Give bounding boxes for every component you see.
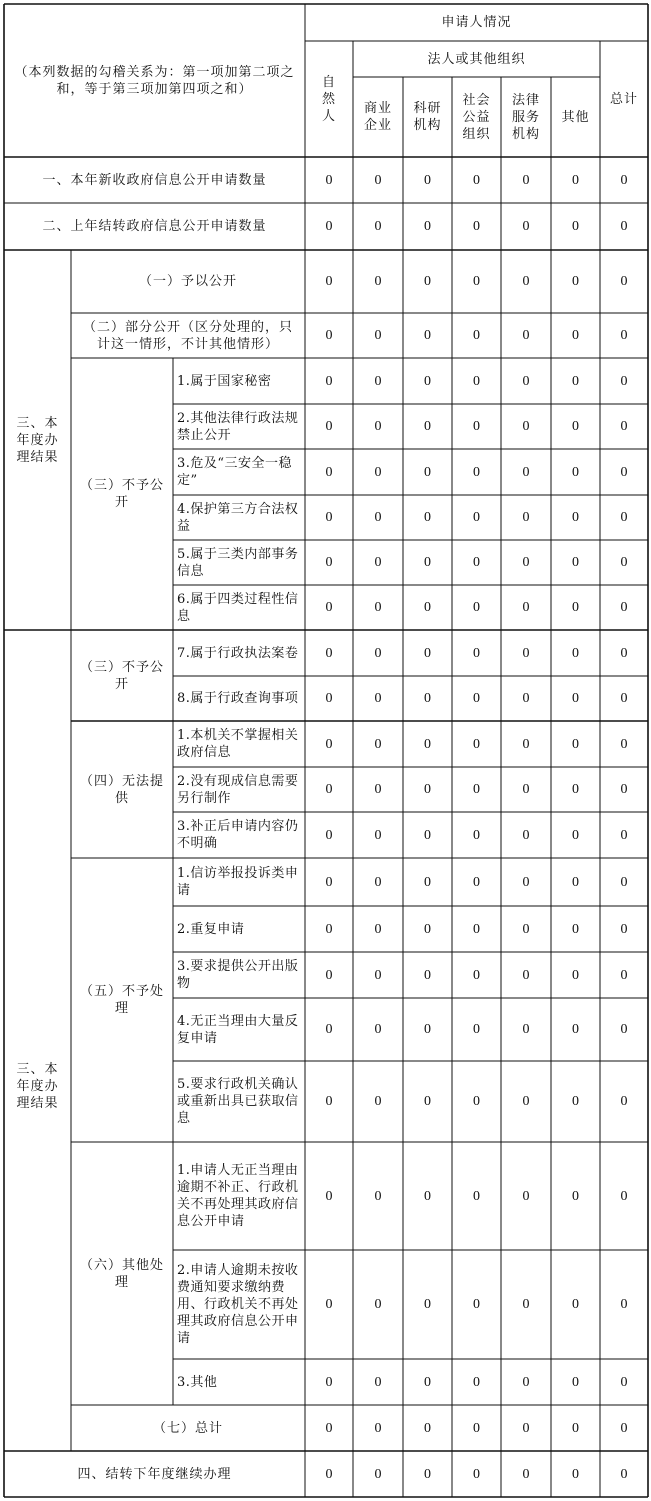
value-cell: 0 bbox=[620, 419, 628, 434]
value-cell: 0 bbox=[522, 219, 530, 234]
value-cell: 0 bbox=[374, 782, 382, 797]
value-cell: 0 bbox=[522, 373, 530, 389]
value-cell: 0 bbox=[374, 874, 382, 890]
value-cell: 0 bbox=[424, 691, 431, 706]
value-cell: 0 bbox=[325, 645, 333, 661]
value-cell: 0 bbox=[473, 274, 480, 289]
header-col-1: 科研机构 bbox=[413, 101, 442, 133]
value-cell: 0 bbox=[620, 172, 628, 188]
value-cell: 0 bbox=[424, 874, 431, 890]
value-cell: 0 bbox=[620, 736, 628, 752]
value-cell: 0 bbox=[424, 328, 431, 343]
value-cell: 0 bbox=[325, 782, 333, 797]
header-note: （本列数据的勾稽关系为：第一项加第二项之和，等于第三项加第四项之和） bbox=[14, 64, 295, 97]
value-cell: 0 bbox=[374, 274, 382, 289]
value-cell: 0 bbox=[325, 172, 333, 188]
value-cell: 0 bbox=[374, 921, 382, 937]
row-label-10: 7.属于行政执法案卷 bbox=[177, 645, 299, 661]
value-cell: 0 bbox=[325, 874, 333, 890]
row-label-12: 1.本机关不掌握相关政府信息 bbox=[177, 728, 299, 760]
value-cell: 0 bbox=[620, 373, 628, 389]
value-cell: 0 bbox=[620, 219, 628, 234]
value-cell: 0 bbox=[473, 328, 480, 343]
value-cell: 0 bbox=[620, 1188, 628, 1204]
value-cell: 0 bbox=[374, 1094, 382, 1109]
value-cell: 0 bbox=[572, 691, 579, 706]
value-cell: 0 bbox=[572, 874, 579, 890]
value-cell: 0 bbox=[522, 1420, 530, 1436]
value-cell: 0 bbox=[473, 419, 480, 434]
value-cell: 0 bbox=[473, 921, 480, 937]
value-cell: 0 bbox=[424, 1022, 431, 1037]
value-cell: 0 bbox=[325, 274, 333, 289]
value-cell: 0 bbox=[620, 827, 628, 843]
value-cell: 0 bbox=[374, 600, 382, 615]
value-cell: 0 bbox=[473, 1094, 480, 1109]
value-cell: 0 bbox=[572, 1297, 579, 1312]
value-cell: 0 bbox=[424, 1420, 431, 1436]
value-cell: 0 bbox=[424, 967, 431, 983]
value-cell: 0 bbox=[620, 921, 628, 937]
value-cell: 0 bbox=[424, 1188, 431, 1204]
value-cell: 0 bbox=[620, 782, 628, 797]
value-cell: 0 bbox=[572, 1420, 579, 1436]
value-cell: 0 bbox=[374, 172, 382, 188]
value-cell: 0 bbox=[572, 1374, 579, 1390]
value-cell: 0 bbox=[325, 464, 333, 480]
value-cell: 0 bbox=[424, 1297, 431, 1312]
value-cell: 0 bbox=[522, 419, 530, 434]
row-label-21: 2.申请人逾期未按收费通知要求缴纳费用、行政机关不再处理其政府信息公开申请 bbox=[177, 1263, 299, 1346]
value-cell: 0 bbox=[424, 510, 431, 525]
value-cell: 0 bbox=[473, 645, 480, 661]
value-cell: 0 bbox=[572, 827, 579, 843]
value-cell: 0 bbox=[325, 328, 333, 343]
value-cell: 0 bbox=[522, 1466, 530, 1482]
row-label-17: 3.要求提供公开出版物 bbox=[177, 959, 299, 991]
value-cell: 0 bbox=[473, 510, 480, 525]
value-cell: 0 bbox=[620, 510, 628, 525]
header-applicant: 申请人情况 bbox=[441, 15, 512, 30]
row-label-14: 3.补正后申请内容仍不明确 bbox=[177, 819, 299, 851]
value-cell: 0 bbox=[374, 464, 382, 480]
value-cell: 0 bbox=[572, 967, 579, 983]
header-col-2: 社会公益组织 bbox=[462, 92, 491, 142]
row-label-0: 一、本年新收政府信息公开申请数量 bbox=[42, 172, 267, 188]
value-cell: 0 bbox=[325, 1297, 333, 1312]
category-not-disclosed-1: （三）不予公开 bbox=[79, 478, 164, 510]
value-cell: 0 bbox=[424, 555, 431, 570]
value-cell: 0 bbox=[374, 691, 382, 706]
value-cell: 0 bbox=[473, 219, 480, 234]
row-label-13: 2.没有现成信息需要另行制作 bbox=[177, 773, 299, 806]
value-cell: 0 bbox=[473, 1466, 480, 1482]
value-cell: 0 bbox=[374, 1022, 382, 1037]
value-cell: 0 bbox=[424, 419, 431, 434]
category-cannot-provide: （四）无法提供 bbox=[79, 773, 164, 806]
row-label-24: 四、结转下年度继续办理 bbox=[77, 1466, 232, 1482]
value-cell: 0 bbox=[424, 600, 431, 615]
value-cell: 0 bbox=[620, 600, 628, 615]
row-label-6: 3.危及“三安全一稳定” bbox=[177, 456, 293, 488]
value-cell: 0 bbox=[522, 691, 530, 706]
category-not-processed: （五）不予处理 bbox=[79, 984, 164, 1016]
value-cell: 0 bbox=[620, 328, 628, 343]
value-cell: 0 bbox=[325, 555, 333, 570]
value-cell: 0 bbox=[374, 419, 382, 434]
value-cell: 0 bbox=[374, 510, 382, 525]
category-not-disclosed-2: （三）不予公开 bbox=[79, 659, 164, 692]
value-cell: 0 bbox=[522, 600, 530, 615]
value-cell: 0 bbox=[522, 874, 530, 890]
value-cell: 0 bbox=[572, 1466, 579, 1482]
value-cell: 0 bbox=[473, 736, 480, 752]
value-cell: 0 bbox=[572, 1094, 579, 1109]
row-label-20: 1.申请人无正当理由逾期不补正、行政机关不再处理其政府信息公开申请 bbox=[177, 1163, 299, 1229]
value-cell: 0 bbox=[572, 274, 579, 289]
value-cell: 0 bbox=[522, 827, 530, 843]
row-label-4: 1.属于国家秘密 bbox=[177, 373, 272, 389]
value-cell: 0 bbox=[572, 1022, 579, 1037]
value-cell: 0 bbox=[572, 921, 579, 937]
value-cell: 0 bbox=[572, 464, 579, 480]
value-cell: 0 bbox=[572, 1188, 579, 1204]
value-cell: 0 bbox=[522, 1094, 530, 1109]
value-cell: 0 bbox=[522, 967, 530, 983]
value-cell: 0 bbox=[424, 464, 431, 480]
value-cell: 0 bbox=[572, 600, 579, 615]
header-col-0: 商业企业 bbox=[363, 101, 392, 133]
value-cell: 0 bbox=[620, 464, 628, 480]
value-cell: 0 bbox=[374, 1374, 382, 1390]
value-cell: 0 bbox=[325, 967, 333, 983]
value-cell: 0 bbox=[325, 1022, 333, 1037]
row-label-16: 2.重复申请 bbox=[177, 921, 245, 937]
value-cell: 0 bbox=[424, 172, 431, 188]
value-cell: 0 bbox=[424, 736, 431, 752]
value-cell: 0 bbox=[473, 172, 480, 188]
value-cell: 0 bbox=[473, 874, 480, 890]
value-cell: 0 bbox=[473, 1188, 480, 1204]
group-annual-result-1: 三、本年度办理结果 bbox=[16, 415, 59, 465]
value-cell: 0 bbox=[522, 645, 530, 661]
value-cell: 0 bbox=[522, 1022, 530, 1037]
value-cell: 0 bbox=[374, 1466, 382, 1482]
row-label-3: （二）部分公开（区分处理的，只计这一情形，不计其他情形） bbox=[82, 319, 293, 352]
value-cell: 0 bbox=[424, 645, 431, 661]
value-cell: 0 bbox=[522, 921, 530, 937]
row-label-5: 2.其他法律行政法规禁止公开 bbox=[177, 410, 299, 443]
value-cell: 0 bbox=[522, 328, 530, 343]
value-cell: 0 bbox=[374, 967, 382, 983]
value-cell: 0 bbox=[572, 219, 579, 234]
value-cell: 0 bbox=[522, 782, 530, 797]
value-cell: 0 bbox=[620, 1374, 628, 1390]
row-label-7: 4.保护第三方合法权益 bbox=[177, 501, 299, 534]
value-cell: 0 bbox=[572, 782, 579, 797]
value-cell: 0 bbox=[473, 1420, 480, 1436]
value-cell: 0 bbox=[473, 1374, 480, 1390]
value-cell: 0 bbox=[522, 1374, 530, 1390]
value-cell: 0 bbox=[325, 921, 333, 937]
value-cell: 0 bbox=[374, 645, 382, 661]
value-cell: 0 bbox=[572, 736, 579, 752]
value-cell: 0 bbox=[325, 1188, 333, 1204]
value-cell: 0 bbox=[620, 874, 628, 890]
value-cell: 0 bbox=[374, 1420, 382, 1436]
value-cell: 0 bbox=[424, 373, 431, 389]
value-cell: 0 bbox=[424, 1094, 431, 1109]
value-cell: 0 bbox=[325, 219, 333, 234]
row-label-23: （七）总计 bbox=[152, 1420, 223, 1436]
value-cell: 0 bbox=[374, 1297, 382, 1312]
value-cell: 0 bbox=[325, 1466, 333, 1482]
row-label-2: （一）予以公开 bbox=[138, 274, 237, 289]
value-cell: 0 bbox=[424, 1374, 431, 1390]
header-col-3: 法律服务机构 bbox=[511, 92, 540, 142]
value-cell: 0 bbox=[473, 464, 480, 480]
value-cell: 0 bbox=[325, 373, 333, 389]
value-cell: 0 bbox=[325, 1374, 333, 1390]
row-label-1: 二、上年结转政府信息公开申请数量 bbox=[42, 219, 267, 234]
value-cell: 0 bbox=[325, 510, 333, 525]
value-cell: 0 bbox=[325, 736, 333, 752]
value-cell: 0 bbox=[424, 827, 431, 843]
row-label-9: 6.属于四类过程性信息 bbox=[177, 591, 299, 624]
value-cell: 0 bbox=[473, 1297, 480, 1312]
value-cell: 0 bbox=[374, 1188, 382, 1204]
value-cell: 0 bbox=[522, 736, 530, 752]
header-total: 总计 bbox=[609, 91, 638, 107]
value-cell: 0 bbox=[424, 921, 431, 937]
value-cell: 0 bbox=[572, 419, 579, 434]
value-cell: 0 bbox=[620, 274, 628, 289]
value-cell: 0 bbox=[522, 172, 530, 188]
value-cell: 0 bbox=[620, 1466, 628, 1482]
value-cell: 0 bbox=[572, 510, 579, 525]
row-label-15: 1.信访举报投诉类申请 bbox=[177, 866, 299, 898]
value-cell: 0 bbox=[473, 691, 480, 706]
value-cell: 0 bbox=[572, 172, 579, 188]
value-cell: 0 bbox=[374, 328, 382, 343]
header-legal-org: 法人或其他组织 bbox=[427, 51, 526, 67]
value-cell: 0 bbox=[522, 464, 530, 480]
value-cell: 0 bbox=[473, 782, 480, 797]
value-cell: 0 bbox=[325, 600, 333, 615]
value-cell: 0 bbox=[374, 373, 382, 389]
header-natural-person: 自然人 bbox=[321, 74, 336, 124]
value-cell: 0 bbox=[572, 373, 579, 389]
header-col-4: 其他 bbox=[561, 109, 590, 125]
value-cell: 0 bbox=[522, 274, 530, 289]
category-other-processing: （六）其他处理 bbox=[79, 1257, 164, 1290]
value-cell: 0 bbox=[325, 827, 333, 843]
row-label-19: 5.要求行政机关确认或重新出具已获取信息 bbox=[177, 1077, 299, 1126]
value-cell: 0 bbox=[374, 736, 382, 752]
value-cell: 0 bbox=[424, 219, 431, 234]
value-cell: 0 bbox=[620, 691, 628, 706]
value-cell: 0 bbox=[325, 419, 333, 434]
value-cell: 0 bbox=[473, 600, 480, 615]
value-cell: 0 bbox=[325, 1420, 333, 1436]
value-cell: 0 bbox=[473, 373, 480, 389]
value-cell: 0 bbox=[374, 219, 382, 234]
value-cell: 0 bbox=[522, 510, 530, 525]
value-cell: 0 bbox=[473, 967, 480, 983]
value-cell: 0 bbox=[620, 967, 628, 983]
value-cell: 0 bbox=[620, 1297, 628, 1312]
value-cell: 0 bbox=[620, 1094, 628, 1109]
row-label-8: 5.属于三类内部事务信息 bbox=[177, 546, 299, 579]
value-cell: 0 bbox=[572, 555, 579, 570]
value-cell: 0 bbox=[374, 555, 382, 570]
value-cell: 0 bbox=[620, 555, 628, 570]
value-cell: 0 bbox=[620, 1022, 628, 1037]
row-label-18: 4.无正当理由大量反复申请 bbox=[177, 1013, 299, 1046]
value-cell: 0 bbox=[620, 645, 628, 661]
value-cell: 0 bbox=[424, 782, 431, 797]
row-label-22: 3.其他 bbox=[177, 1374, 218, 1390]
value-cell: 0 bbox=[572, 328, 579, 343]
value-cell: 0 bbox=[522, 1297, 530, 1312]
value-cell: 0 bbox=[572, 645, 579, 661]
value-cell: 0 bbox=[424, 1466, 431, 1482]
row-label-11: 8.属于行政查询事项 bbox=[177, 691, 299, 706]
value-cell: 0 bbox=[473, 827, 480, 843]
value-cell: 0 bbox=[374, 827, 382, 843]
value-cell: 0 bbox=[424, 274, 431, 289]
value-cell: 0 bbox=[522, 555, 530, 570]
value-cell: 0 bbox=[620, 1420, 628, 1436]
value-cell: 0 bbox=[473, 555, 480, 570]
value-cell: 0 bbox=[473, 1022, 480, 1037]
group-annual-result-2: 三、本年度办理结果 bbox=[16, 1061, 59, 1111]
value-cell: 0 bbox=[325, 691, 333, 706]
value-cell: 0 bbox=[522, 1188, 530, 1204]
value-cell: 0 bbox=[325, 1094, 333, 1109]
